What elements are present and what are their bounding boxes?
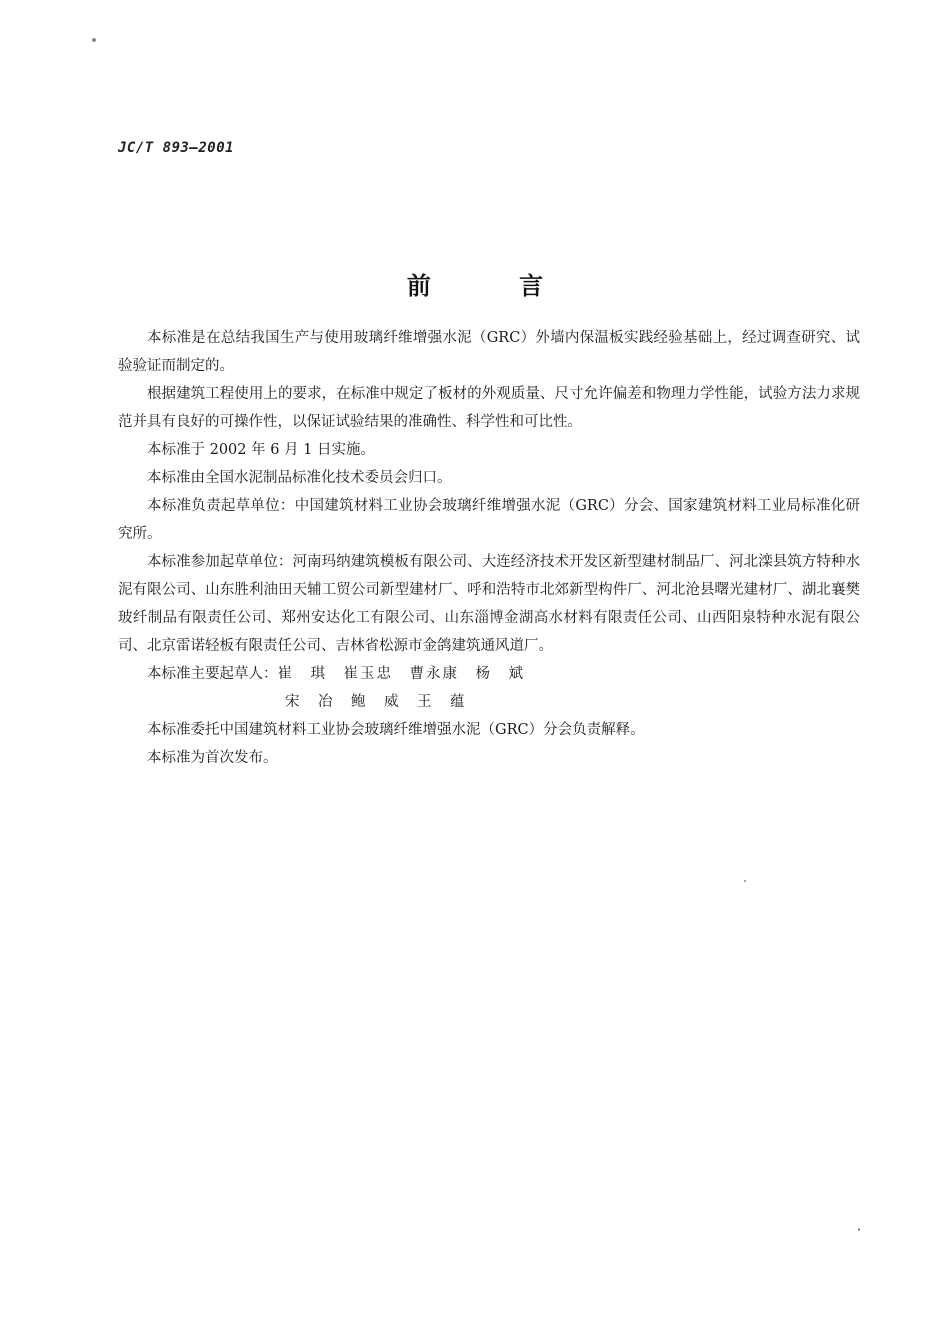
scan-speck [858, 1228, 860, 1231]
drafters-names-1: 崔 琪 崔玉忠 曹永康 杨 斌 [277, 666, 525, 682]
foreword-body [118, 324, 860, 772]
paragraph-interpretation: 本标准委托中国建筑材料工业协会玻璃纤维增强水泥（GRC）分会负责解释。 [147, 722, 645, 738]
paragraph-requirements: 根据建筑工程使用上的要求，在标准中规定了板材的外观质量、尺寸允许偏差和物理力学性能，试验方法力求规范并具有良好的可操作性，以保证试验结果的准确性、科学性和可比性。 [118, 386, 860, 430]
drafters-line-1 [118, 660, 860, 688]
paragraph-governing-committee: 本标准由全国水泥制品标准化技术委员会归口。 [147, 470, 452, 486]
drafters-label: 本标准主要起草人： [147, 666, 278, 682]
paragraph-lead-drafting-units: 本标准负责起草单位：中国建筑材料工业协会玻璃纤维增强水泥（GRC）分会、国家建筑材料工业局标准化研究所。 [118, 498, 860, 542]
scan-speck [92, 38, 96, 42]
drafters-names-2: 宋 冶 鲍 威 王 蕴 [285, 694, 467, 710]
page-title: 前 言 [406, 271, 584, 300]
paragraph-effective-date: 本标准于 2002 年 6 月 1 日实施。 [147, 442, 376, 458]
paragraph-first-release: 本标准为首次发布。 [147, 750, 278, 766]
document-code: JC/T 893—2001 [118, 140, 235, 156]
paragraph-summary: 本标准是在总结我国生产与使用玻璃纤维增强水泥（GRC）外墙内保温板实践经验基础上，经过调查研究、试验验证而制定的。 [118, 330, 860, 374]
scan-speck [744, 880, 746, 882]
paragraph-participating-units: 本标准参加起草单位：河南玛纳建筑模板有限公司、大连经济技术开发区新型建材制品厂、河北滦县筑方特种水泥有限公司、山东胜利油田天辅工贸公司新型建材厂、呼和浩特市北郊新型构件厂、河北沧县曙光建材厂、湖北襄樊玻纤制品有限责任公司、郑州安达化工有限公司、山东淄博金湖高水材料有限责任公司、山西阳泉特种水泥有限公司、北京雷诺轻板有限责任公司、吉林省松源市金鸽建筑通风道厂。 [118, 554, 860, 654]
